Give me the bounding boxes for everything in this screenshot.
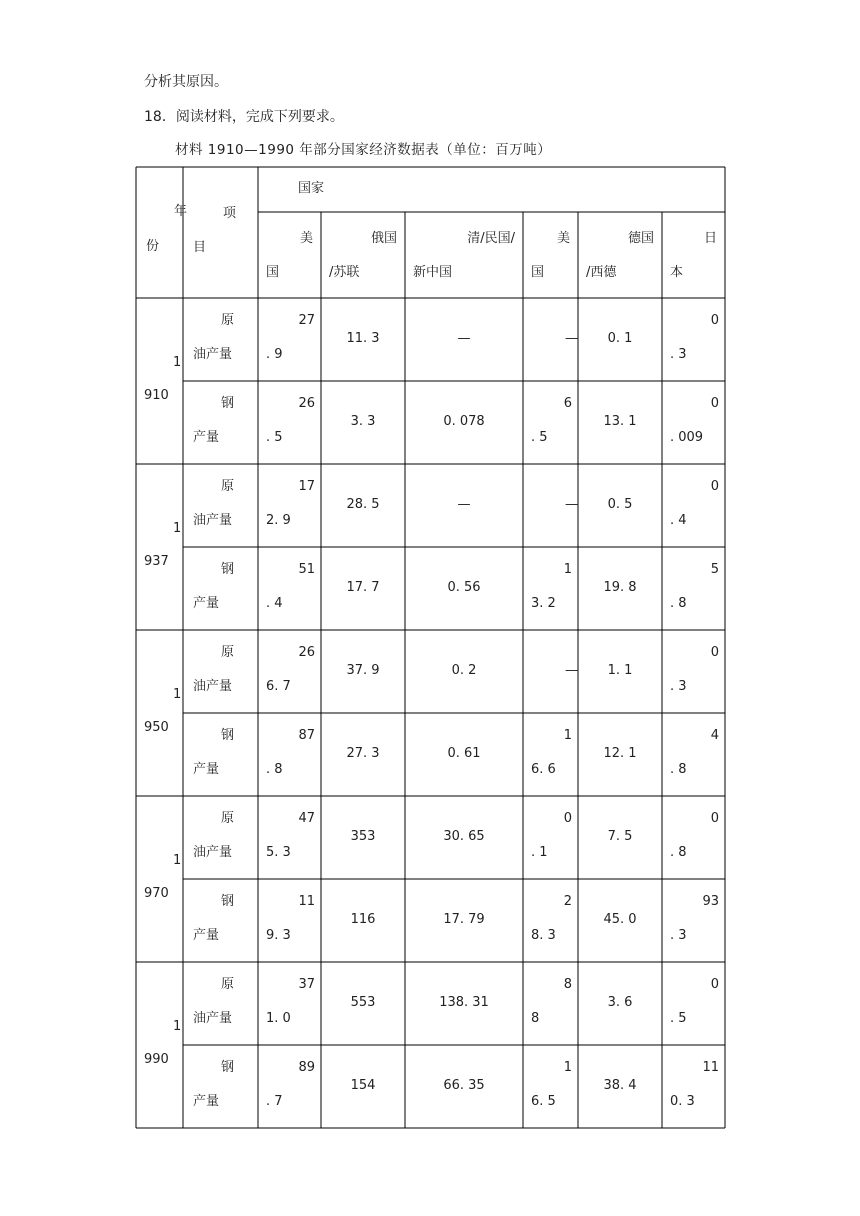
table-cell-value: 0. 56 — [447, 580, 481, 595]
table-cell-value: 353 — [350, 829, 376, 844]
table-cell-value: 27 — [298, 313, 315, 328]
year-cell: 1 — [173, 355, 182, 370]
table-cell-value: 5 — [710, 562, 719, 577]
table-cell-value: — — [565, 663, 578, 678]
table-cell-value: 5. 3 — [266, 845, 291, 860]
table-cell-value: 0. 61 — [447, 746, 481, 761]
header-item-label: 项 — [223, 206, 237, 221]
header-country-name: 美 — [556, 231, 570, 246]
table-cell-value: 17 — [298, 479, 315, 494]
table-cell-value: 66. 35 — [443, 1078, 485, 1093]
item-cell: 产量 — [193, 928, 220, 943]
table-cell-value: 2 — [563, 894, 572, 909]
header-country-name: 新中国 — [413, 265, 453, 280]
table-cell-value: 1 — [563, 728, 572, 743]
year-cell: 1 — [173, 521, 182, 536]
table-cell-value: . 9 — [266, 347, 283, 362]
table-cell-value: 3. 2 — [531, 596, 556, 611]
table-cell-value: 6. 7 — [266, 679, 291, 694]
year-cell: 950 — [144, 720, 169, 735]
table-cell-value: 37. 9 — [346, 663, 380, 678]
table-cell-value: 8 — [531, 1011, 540, 1026]
table-cell-value: 9. 3 — [266, 928, 291, 943]
item-cell: 油产量 — [193, 845, 233, 860]
table-cell-value: 37 — [298, 977, 315, 992]
table-cell-value: 13. 1 — [603, 414, 637, 429]
table-cell-value: . 4 — [670, 513, 687, 528]
item-cell: 原 — [221, 479, 235, 494]
year-cell: 937 — [144, 554, 169, 569]
header-country-group: 国家 — [298, 181, 325, 196]
table-cell-value: 116 — [350, 912, 376, 927]
header-country-name: /苏联 — [329, 265, 360, 280]
item-cell: 钢 — [221, 396, 235, 411]
table-cell-value: 0 — [710, 313, 719, 328]
table-cell-value: . 8 — [670, 845, 687, 860]
table-cell-value: — — [457, 497, 471, 512]
item-cell: 产量 — [193, 1094, 220, 1109]
item-cell: 产量 — [193, 596, 220, 611]
table-cell-value: 38. 4 — [603, 1078, 637, 1093]
item-cell: 钢 — [221, 728, 235, 743]
table-cell-value: . 1 — [531, 845, 548, 860]
table-cell-value: 0. 1 — [607, 331, 633, 346]
table-cell-value: 138. 31 — [439, 995, 489, 1010]
table-cell-value: — — [565, 331, 578, 346]
table-cell-value: 89 — [298, 1060, 315, 1075]
table-cell-value: 0. 5 — [607, 497, 633, 512]
item-cell: 油产量 — [193, 513, 233, 528]
year-cell: 970 — [144, 886, 169, 901]
table-cell-value: 0 — [710, 811, 719, 826]
table-cell-value: 1 — [563, 562, 572, 577]
header-country-name: 日 — [703, 231, 717, 246]
table-cell-value: . 3 — [670, 679, 687, 694]
table-cell-value: 0 — [563, 811, 572, 826]
item-cell: 产量 — [193, 430, 220, 445]
header-year-label: 年 — [174, 204, 188, 219]
table-cell-value: 0. 2 — [451, 663, 477, 678]
header-country-name: 国 — [266, 265, 280, 280]
year-cell: 1 — [173, 853, 182, 868]
header-country-name: 美 — [299, 231, 313, 246]
table-cell-value: 2. 9 — [266, 513, 291, 528]
header-item-label: 目 — [193, 240, 207, 255]
table-cell-value: 0. 078 — [443, 414, 485, 429]
table-cell-value: 0 — [710, 977, 719, 992]
item-cell: 产量 — [193, 762, 220, 777]
table-cell-value: . 8 — [670, 762, 687, 777]
item-cell: 原 — [221, 645, 235, 660]
table-cell-value: . 3 — [670, 928, 687, 943]
year-cell: 910 — [144, 388, 169, 403]
item-cell: 原 — [221, 811, 235, 826]
table-cell-value: 8 — [563, 977, 572, 992]
table-cell-value: . 7 — [266, 1094, 283, 1109]
table-cell-value: 6. 5 — [531, 1094, 556, 1109]
table-cell-value: 6 — [563, 396, 572, 411]
table-cell-value: . 5 — [266, 430, 283, 445]
table-cell-value: 8. 3 — [531, 928, 556, 943]
table-cell-value: 26 — [298, 396, 315, 411]
table-caption: 材料 1910—1990 年部分国家经济数据表（单位：百万吨） — [175, 142, 552, 158]
table-cell-value: 30. 65 — [443, 829, 485, 844]
table-cell-value: 1. 0 — [266, 1011, 291, 1026]
table-cell-value: . 3 — [670, 347, 687, 362]
table-cell-value: — — [457, 331, 471, 346]
table-cell-value: 19. 8 — [603, 580, 637, 595]
item-cell: 钢 — [221, 894, 235, 909]
table-cell-value: 0 — [710, 479, 719, 494]
header-country-name: 国 — [531, 265, 545, 280]
header-country-name: 本 — [670, 265, 684, 280]
header-country-name: 俄国 — [370, 231, 397, 246]
table-cell-value: 17. 7 — [346, 580, 380, 595]
table-cell-value: 11 — [298, 894, 315, 909]
header-country-name: /西德 — [586, 265, 617, 280]
table-cell-value: 11. 3 — [346, 331, 380, 346]
table-cell-value: 3. 3 — [350, 414, 376, 429]
table-cell-value: 6. 6 — [531, 762, 556, 777]
table-cell-value: 154 — [350, 1078, 376, 1093]
table-cell-value: 87 — [298, 728, 315, 743]
table-cell-value: 1 — [563, 1060, 572, 1075]
table-cell-value: 51 — [298, 562, 315, 577]
header-country-name: 德国 — [627, 231, 654, 246]
table-cell-value: 1. 1 — [607, 663, 633, 678]
table-cell-value: . 009 — [670, 430, 704, 445]
year-cell: 990 — [144, 1052, 169, 1067]
table-cell-value: 93 — [702, 894, 719, 909]
table-cell-value: — — [565, 497, 578, 512]
table-cell-value: . 8 — [266, 762, 283, 777]
item-cell: 油产量 — [193, 1011, 233, 1026]
header-country-name: 清/民国/ — [467, 231, 515, 246]
item-cell: 钢 — [221, 1060, 235, 1075]
item-cell: 油产量 — [193, 347, 233, 362]
intro-text: 分析其原因。 — [144, 74, 228, 90]
year-cell: 1 — [173, 687, 182, 702]
table-cell-value: 12. 1 — [603, 746, 637, 761]
table-cell-value: . 5 — [670, 1011, 687, 1026]
item-cell: 原 — [221, 977, 235, 992]
table-cell-value: 0 — [710, 645, 719, 660]
table-cell-value: . 4 — [266, 596, 283, 611]
item-cell: 原 — [221, 313, 235, 328]
item-cell: 油产量 — [193, 679, 233, 694]
table-cell-value: . 8 — [670, 596, 687, 611]
table-cell-value: 11 — [702, 1060, 719, 1075]
table-cell-value: 4 — [710, 728, 719, 743]
table-cell-value: 45. 0 — [603, 912, 637, 927]
table-cell-value: 28. 5 — [346, 497, 380, 512]
header-year-label: 份 — [146, 239, 160, 254]
table-cell-value: 0 — [710, 396, 719, 411]
item-cell: 钢 — [221, 562, 235, 577]
question-title: 18．阅读材料，完成下列要求。 — [144, 109, 344, 125]
table-cell-value: 27. 3 — [346, 746, 380, 761]
table-cell-value: . 5 — [531, 430, 548, 445]
table-cell-value: 7. 5 — [607, 829, 633, 844]
table-cell-value: 47 — [298, 811, 315, 826]
table-cell-value: 553 — [350, 995, 376, 1010]
year-cell: 1 — [173, 1019, 182, 1034]
table-cell-value: 0. 3 — [670, 1094, 695, 1109]
table-cell-value: 26 — [298, 645, 315, 660]
table-cell-value: 17. 79 — [443, 912, 485, 927]
table-cell-value: 3. 6 — [607, 995, 633, 1010]
